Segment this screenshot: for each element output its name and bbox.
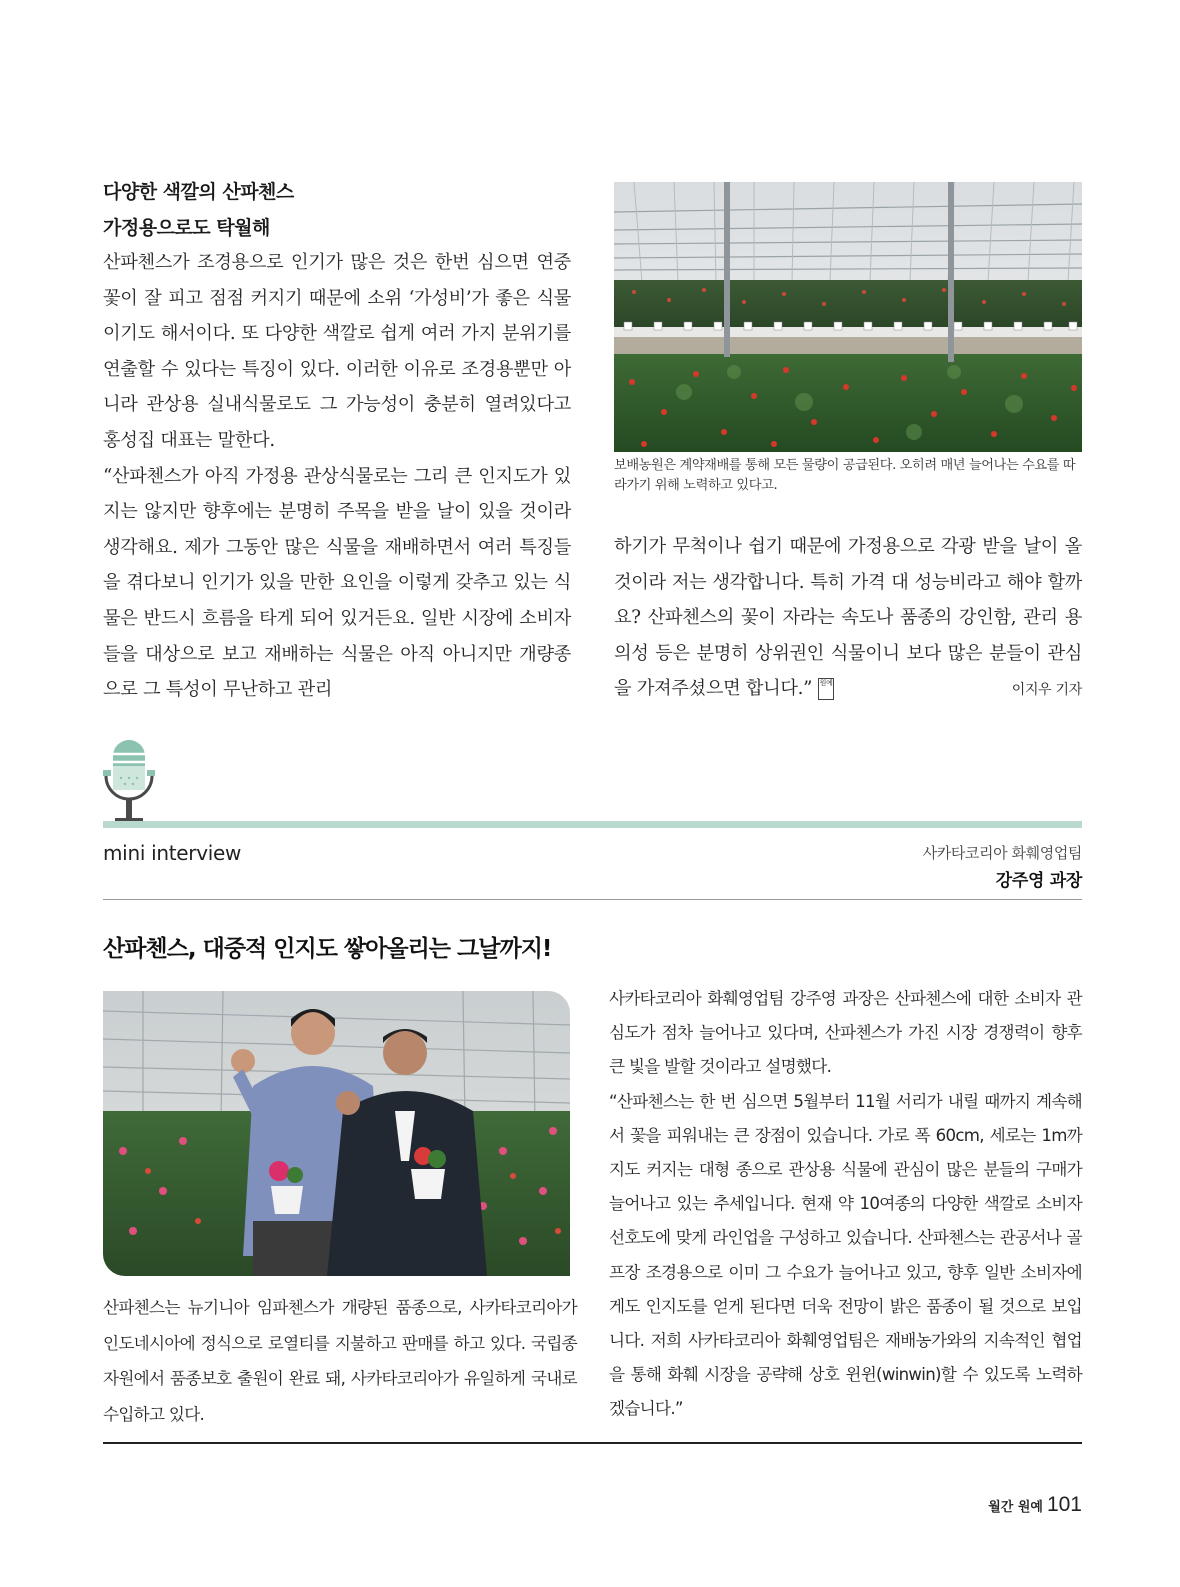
section-label: mini interview: [103, 841, 242, 865]
section-heading: [103, 174, 583, 246]
article-paragraph: 산파첸스가 조경용으로 인기가 많은 것은 한번 심으면 연중 꽃이 잘 피고 점점 커지기 때문에 소위 ‘가성비’가 좋은 식물이기도 해서이다. 또 다양한 색깔로 쉽게 여러 가지 분위기를 연출할 수 있다는 특징이 있다. 이러한 이유로 조경용뿐만 아니라 관상용 실내식물로도 그 가능성이 충분히 열려있다고 홍성집 대표는 말한다.: [103, 252, 571, 451]
page-footer: [988, 1493, 1082, 1517]
heading-line-1: 다양한 색깔의 산파첸스: [103, 181, 294, 203]
footer-rule: [103, 1442, 1082, 1444]
interview-paragraph: “산파첸스는 한 번 심으면 5월부터 11월 서리가 내릴 때까지 계속해서 꽃을 피워내는 큰 장점이 있습니다. 가로 폭 60cm, 세로는 1m까지도 커지는 대형 종으로 관상용 식물에 관심이 많은 분들의 구매가 늘어나고 있는 추세입니다. 현재 약 10여종의 다양한 색깔로 소비자 선호도에 맞게 라인업을 구성하고 있습니다. 산파첸스는 관공서나 골프장 조경용으로 이미 그 수요가 늘어나고 있고, 향후 일반 소비자에게도 인지도를 얻게 된다면 더욱 전망이 밝은 품종이 될 것으로 보입니다. 저희 사카타코리아 화훼영업팀은 재배농가와의 지속적인 협업을 통해 화훼 시장을 공략해 상호 윈윈(winwin)할 수 있도록 노력하겠습니다.”: [609, 1091, 1082, 1419]
article-paragraph: 하기가 무척이나 쉽기 때문에 가정용으로 각광 받을 날이 올 것이라 저는 생각합니다. 특히 가격 대 성능비라고 해야 할까요? 산파첸스의 꽃이 자라는 속도나 품종의 강인함, 관리 용의성 등은 분명히 상위권인 식물이니 보다 많은 분들이 관심을 가져주셨으면 합니다.”: [614, 536, 1082, 700]
article-paragraph: “산파첸스가 아직 가정용 관상식물로는 그리 큰 인지도가 있지는 않지만 향후에는 분명히 주목을 받을 날이 있을 것이라 생각해요. 제가 그동안 많은 식물을 재배하면서 여러 특징들을 겪다보니 인기가 있을 만한 요인을 이렇게 갖추고 있는 식물은 반드시 흐름을 타게 되어 있거든요. 일반 시장에 소비자들을 대상으로 보고 재배하는 식물은 아직 아니지만 개량종으로 그 특성이 무난하고 관리: [103, 465, 571, 701]
divider: [103, 899, 1082, 900]
section-band: [103, 821, 1082, 828]
interview-photo: [103, 991, 570, 1276]
interviewee-team: 사카타코리아 화훼영업팀: [922, 844, 1082, 862]
interviewee-name: 강주영 과장: [995, 871, 1082, 891]
article-right-column: [614, 529, 1082, 709]
interview-paragraph: 사카타코리아 화훼영업팀 강주영 과장은 산파첸스에 대한 소비자 관심도가 점차 늘어나고 있다며, 산파첸스가 가진 시장 경쟁력이 향후 큰 빛을 발할 것이라고 설명했다.: [609, 989, 1082, 1077]
magazine-name: 월간 원예: [988, 1500, 1043, 1515]
greenhouse-photo: [614, 182, 1082, 452]
photo-caption: 보배농원은 계약재배를 통해 모든 물량이 공급된다. 오히려 매년 늘어나는 수요를 따라가기 위해 노력하고 있다고.: [614, 458, 1076, 493]
interview-photo-caption: 산파첸스는 뉴기니아 임파첸스가 개량된 품종으로, 사카타코리아가 인도네시아에 정식으로 로열티를 지불하고 판매를 하고 있다. 국립종자원에서 품종보호 출원이 완료 돼, 사카타코리아가 유일하게 국내로 수입하고 있다.: [103, 1298, 577, 1424]
interview-headline: 산파첸스, 대중적 인지도 쌓아올리는 그날까지!: [103, 936, 552, 962]
heading-line-2: 가정용으로도 탁월해: [103, 217, 270, 239]
microphone-icon: [103, 738, 155, 824]
stamp-icon: 원예: [818, 678, 834, 700]
interview-body: [609, 982, 1082, 1427]
page-number: 101: [1046, 1493, 1082, 1516]
article-left-column: [103, 245, 571, 708]
reporter-byline: 이지우 기자: [1011, 682, 1082, 699]
